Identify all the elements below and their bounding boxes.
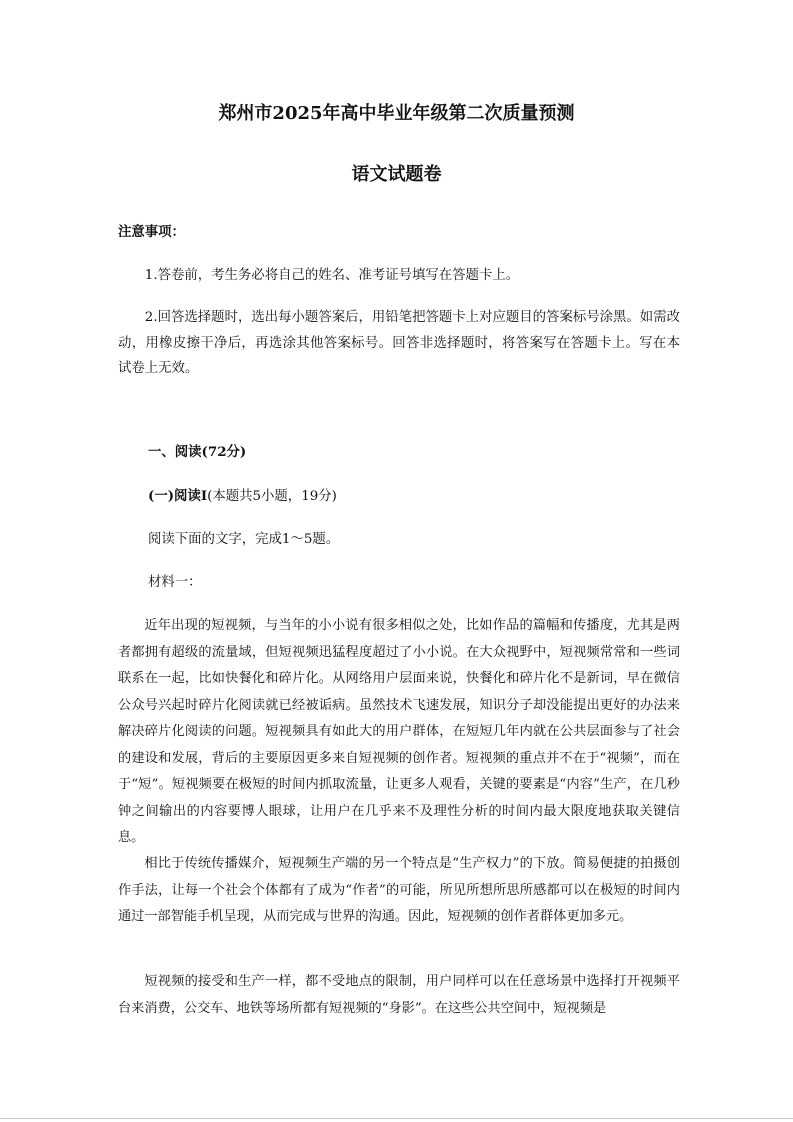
part-heading: [148, 486, 710, 507]
paragraph-2: 相比于传统传播媒介，短视频生产端的另一个特点是“生产权力”的下放。简易便捷的拍摄创作手法，让每一个社会个体都有了成为“作者”的可能，所见所想所思所感都可以在极短的时间内通过一部智能手机呈现，从而完成与世界的沟通。因此，短视频的创作者群体更加多元。: [118, 856, 680, 924]
material-label: 材料一：: [148, 575, 202, 590]
notes-item-2: 2.回答选择题时，选出每小题答案后，用铅笔把答题卡上对应题目的答案标号涂黑。如需改动，用橡皮擦干净后，再选涂其他答案标号。回答非选择题时，将答案写在答题卡上。写在本试卷上无效。: [118, 310, 680, 376]
paragraph-1: 近年出现的短视频，与当年的小小说有很多相似之处，比如作品的篇幅和传播度，尤其是两者都拥有超级的流量域，但短视频迅猛程度超过了小小说。在大众视野中，短视频常常和一些词联系在一起，比如快餐化和碎片化。从网络用户层面来说，快餐化和碎片化不是新词，早在微信公众号兴起时碎片化阅读就已经被诟病。虽然技术飞速发展，知识分子却没能提出更好的办法来解决碎片化阅读的问题。短视频具有如此大的用户群体，在短短几年内就在公共层面参与了社会的建设和发展，背后的主要原因更多来自短视频的创作者。短视频的重点并不在于“视频”，而在于“短”。短视频要在极短的时间内抓取流量，让更多人观看，关键的要素是“内容”生产，在几秒钟之间输出的内容要博人眼球，让用户在几乎来不及理性分析的时间内最大限度地获取关键信息。: [118, 618, 680, 845]
part-label: (一)阅读Ⅰ: [148, 488, 208, 504]
part-note: (本题共5小题，19分): [207, 489, 337, 504]
notes-heading: 注意事项：: [118, 224, 185, 240]
section-heading: 一、阅读(72分): [148, 444, 247, 460]
reading-instruction: 阅读下面的文字，完成1～5题。: [148, 532, 340, 547]
notes-item-1: 1.答卷前，考生务必将自己的姓名、准考证号填写在答题卡上。: [144, 268, 520, 283]
exam-subtitle: 语文试题卷: [351, 164, 442, 185]
paragraph-3: 短视频的接受和生产一样，都不受地点的限制，用户同样可以在任意场景中选择打开视频平台来消费，公交车、地铁等场所都有短视频的“身影”。在这些公共空间中，短视频是: [118, 974, 680, 1016]
page-bottom-rule: [0, 1118, 793, 1119]
exam-title: 郑州市2025年高中毕业年级第二次质量预测: [218, 103, 575, 124]
